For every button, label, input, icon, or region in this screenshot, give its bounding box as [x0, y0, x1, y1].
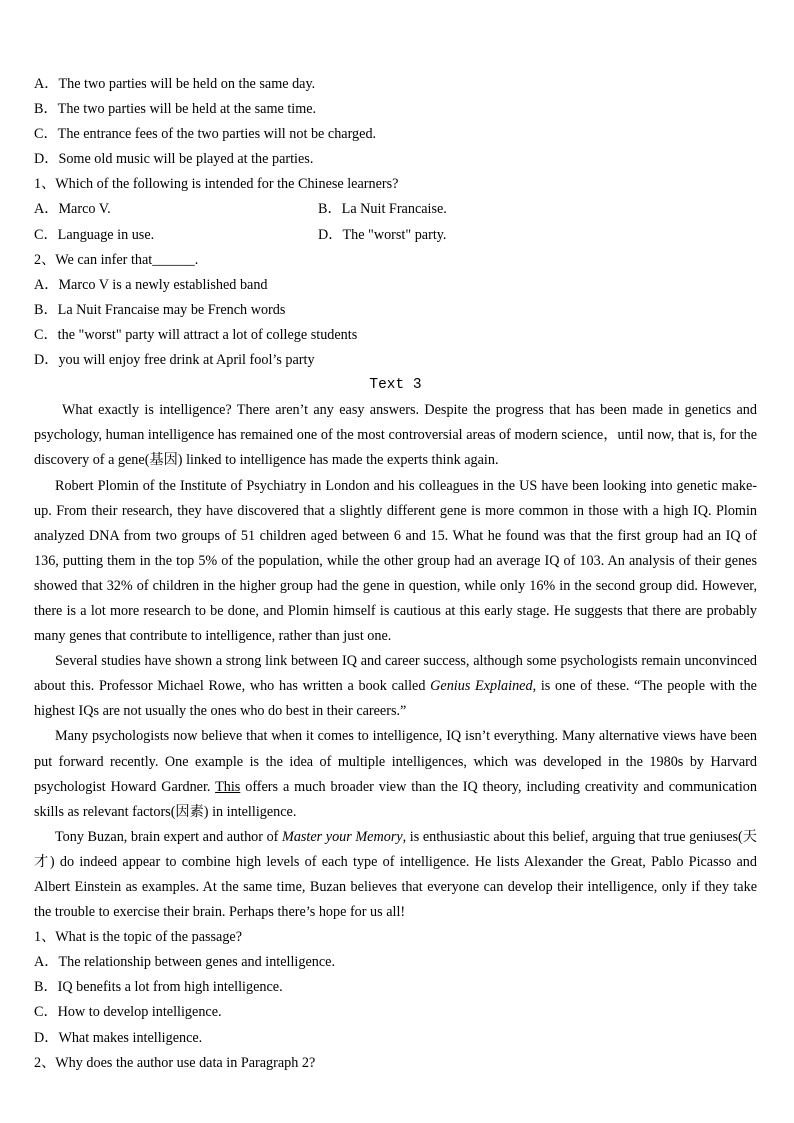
option-line: [34, 298, 757, 323]
option-text: Some old music will be played at the parties.: [58, 151, 314, 168]
option-label: C．: [34, 126, 58, 143]
question-3-stem: 1、What is the topic of the passage?: [34, 929, 243, 946]
option-label: D．: [318, 226, 343, 243]
question-1-options: [34, 197, 757, 247]
option-label: A．: [34, 201, 59, 218]
option-text: What makes intelligence.: [58, 1029, 203, 1046]
option-label: B．: [34, 979, 58, 996]
text-segment: Several studies have shown a strong link between IQ and career success, although some psychologists remain unconvinced about this. Professor Michael Rowe, who has written a book called: [34, 653, 757, 695]
option-line: [34, 72, 757, 97]
passage-paragraph: [34, 724, 757, 824]
question-2-stem: 2、We can infer that______.: [34, 251, 199, 268]
question-3-options: [34, 950, 757, 1050]
text-segment: , is enthusiastic about this belief, arguing that true geniuses(天才) do indeed appear to combine high levels of each type of intelligence. He lists Alexander the Great, Pablo Picasso and Albert Einstein as examples. At the same time, Buzan believes that everyone can develop their intelligence, only if they take the trouble to exercise their brain. Perhaps there’s hope for us all!: [34, 828, 757, 921]
passage-heading: Text 3: [369, 377, 422, 394]
option-label: B．: [34, 301, 58, 318]
option-line: [34, 97, 757, 122]
option-row: [34, 197, 757, 222]
passage-body: [34, 398, 757, 925]
option-line: [34, 122, 757, 147]
text-segment: Genius Explained: [430, 678, 533, 695]
option-text: IQ benefits a lot from high intelligence.: [57, 979, 283, 996]
text-segment: Tony Buzan, brain expert and author of: [55, 828, 282, 845]
option-label: B．: [318, 201, 342, 218]
option-label: A．: [34, 954, 59, 971]
question-4-stem: 2、Why does the author use data in Paragraph 2?: [34, 1054, 316, 1071]
passage-paragraph: [34, 474, 757, 650]
option-text: Marco V.: [58, 201, 111, 218]
option-text: La Nuit Francaise may be French words: [57, 301, 286, 318]
option-text: the "worst" party will attract a lot of college students: [57, 326, 358, 343]
option-label: C．: [34, 326, 58, 343]
option-text: The entrance fees of the two parties will not be charged.: [57, 126, 377, 143]
option-text: Language in use.: [57, 226, 155, 243]
option-text: How to develop intelligence.: [57, 1004, 222, 1021]
option-line: [34, 975, 757, 1000]
option-text: The two parties will be held on the same day.: [58, 76, 316, 92]
option-text: The relationship between genes and intelligence.: [58, 954, 335, 971]
option-line: [318, 197, 447, 222]
passage-paragraph: [34, 649, 757, 724]
option-row: [34, 223, 757, 248]
option-text: Marco V is a newly established band: [58, 276, 268, 293]
text-segment: offers a much broader view than the IQ theory, including creativity and communication skills as relevant factors(因素) in intelligence.: [34, 778, 757, 820]
option-text: La Nuit Francaise.: [341, 201, 447, 218]
passage-paragraph: [34, 825, 757, 925]
text-segment: Master your Memory: [282, 828, 403, 845]
option-label: D．: [34, 1029, 59, 1046]
text-segment: , is one of these. “The people with the highest IQs are not usually the ones who do best in their careers.”: [34, 678, 757, 720]
text-segment: Robert Plomin of the Institute of Psychiatry in London and his colleagues in the US have been looking into genetic make-up. From their research, they have discovered that a slightly different gene is more common in those with a high IQ. Plomin analyzed DNA from two groups of 51 children aged between 6 and 15. What he found was that the first group had an IQ of 136, putting them in the top 5% of the population, while the other group had an average IQ of 103. An analysis of their genes showed that 32% of children in the higher group had the gene in question, while only 16% in the second group did. However, there is a lot more research to be done, and Plomin himself is cautious at this early stage. He suggests that there are probably many genes that contribute to intelligence, rather than just one.: [34, 477, 757, 645]
option-label: C．: [34, 226, 58, 243]
option-label: D．: [34, 151, 59, 168]
option-line: [34, 147, 757, 172]
option-text: you will enjoy free drink at April fool’s party: [58, 352, 315, 369]
question-2-options: [34, 273, 757, 373]
option-line: [34, 348, 757, 373]
option-text: The two parties will be held at the same time.: [57, 101, 317, 118]
option-line: [34, 950, 757, 975]
question-1-stem: 1、Which of the following is intended for the Chinese learners?: [34, 176, 399, 193]
option-line: [34, 273, 757, 298]
option-label: A．: [34, 76, 59, 92]
passage-paragraph: [34, 398, 757, 473]
text-segment: What exactly is intelligence? There aren’t any easy answers. Despite the progress that has been made in genetics and psychology, human intelligence has remained one of the most controversial areas of modern science，until now, that is, for the discovery of a gene(基因) linked to intelligence has made the experts think again.: [34, 402, 757, 469]
option-line: [34, 1000, 757, 1025]
option-text: The "worst" party.: [342, 226, 447, 243]
option-line: [34, 1026, 757, 1051]
text-segment: Many psychologists now believe that when it comes to intelligence, IQ isn’t everything. Many alternative views have been put forward recently. One example is the idea of multiple intelligences, which was developed in the 1980s by Harvard psychologist Howard Gardner.: [34, 728, 757, 795]
option-line: [318, 223, 446, 248]
text-segment: This: [215, 778, 241, 795]
option-label: B．: [34, 101, 58, 118]
option-label: D．: [34, 352, 59, 369]
option-label: A．: [34, 276, 59, 293]
option-label: C．: [34, 1004, 58, 1021]
page-content: [34, 72, 757, 1076]
option-line: [34, 323, 757, 348]
prev-question-options: [34, 72, 757, 172]
